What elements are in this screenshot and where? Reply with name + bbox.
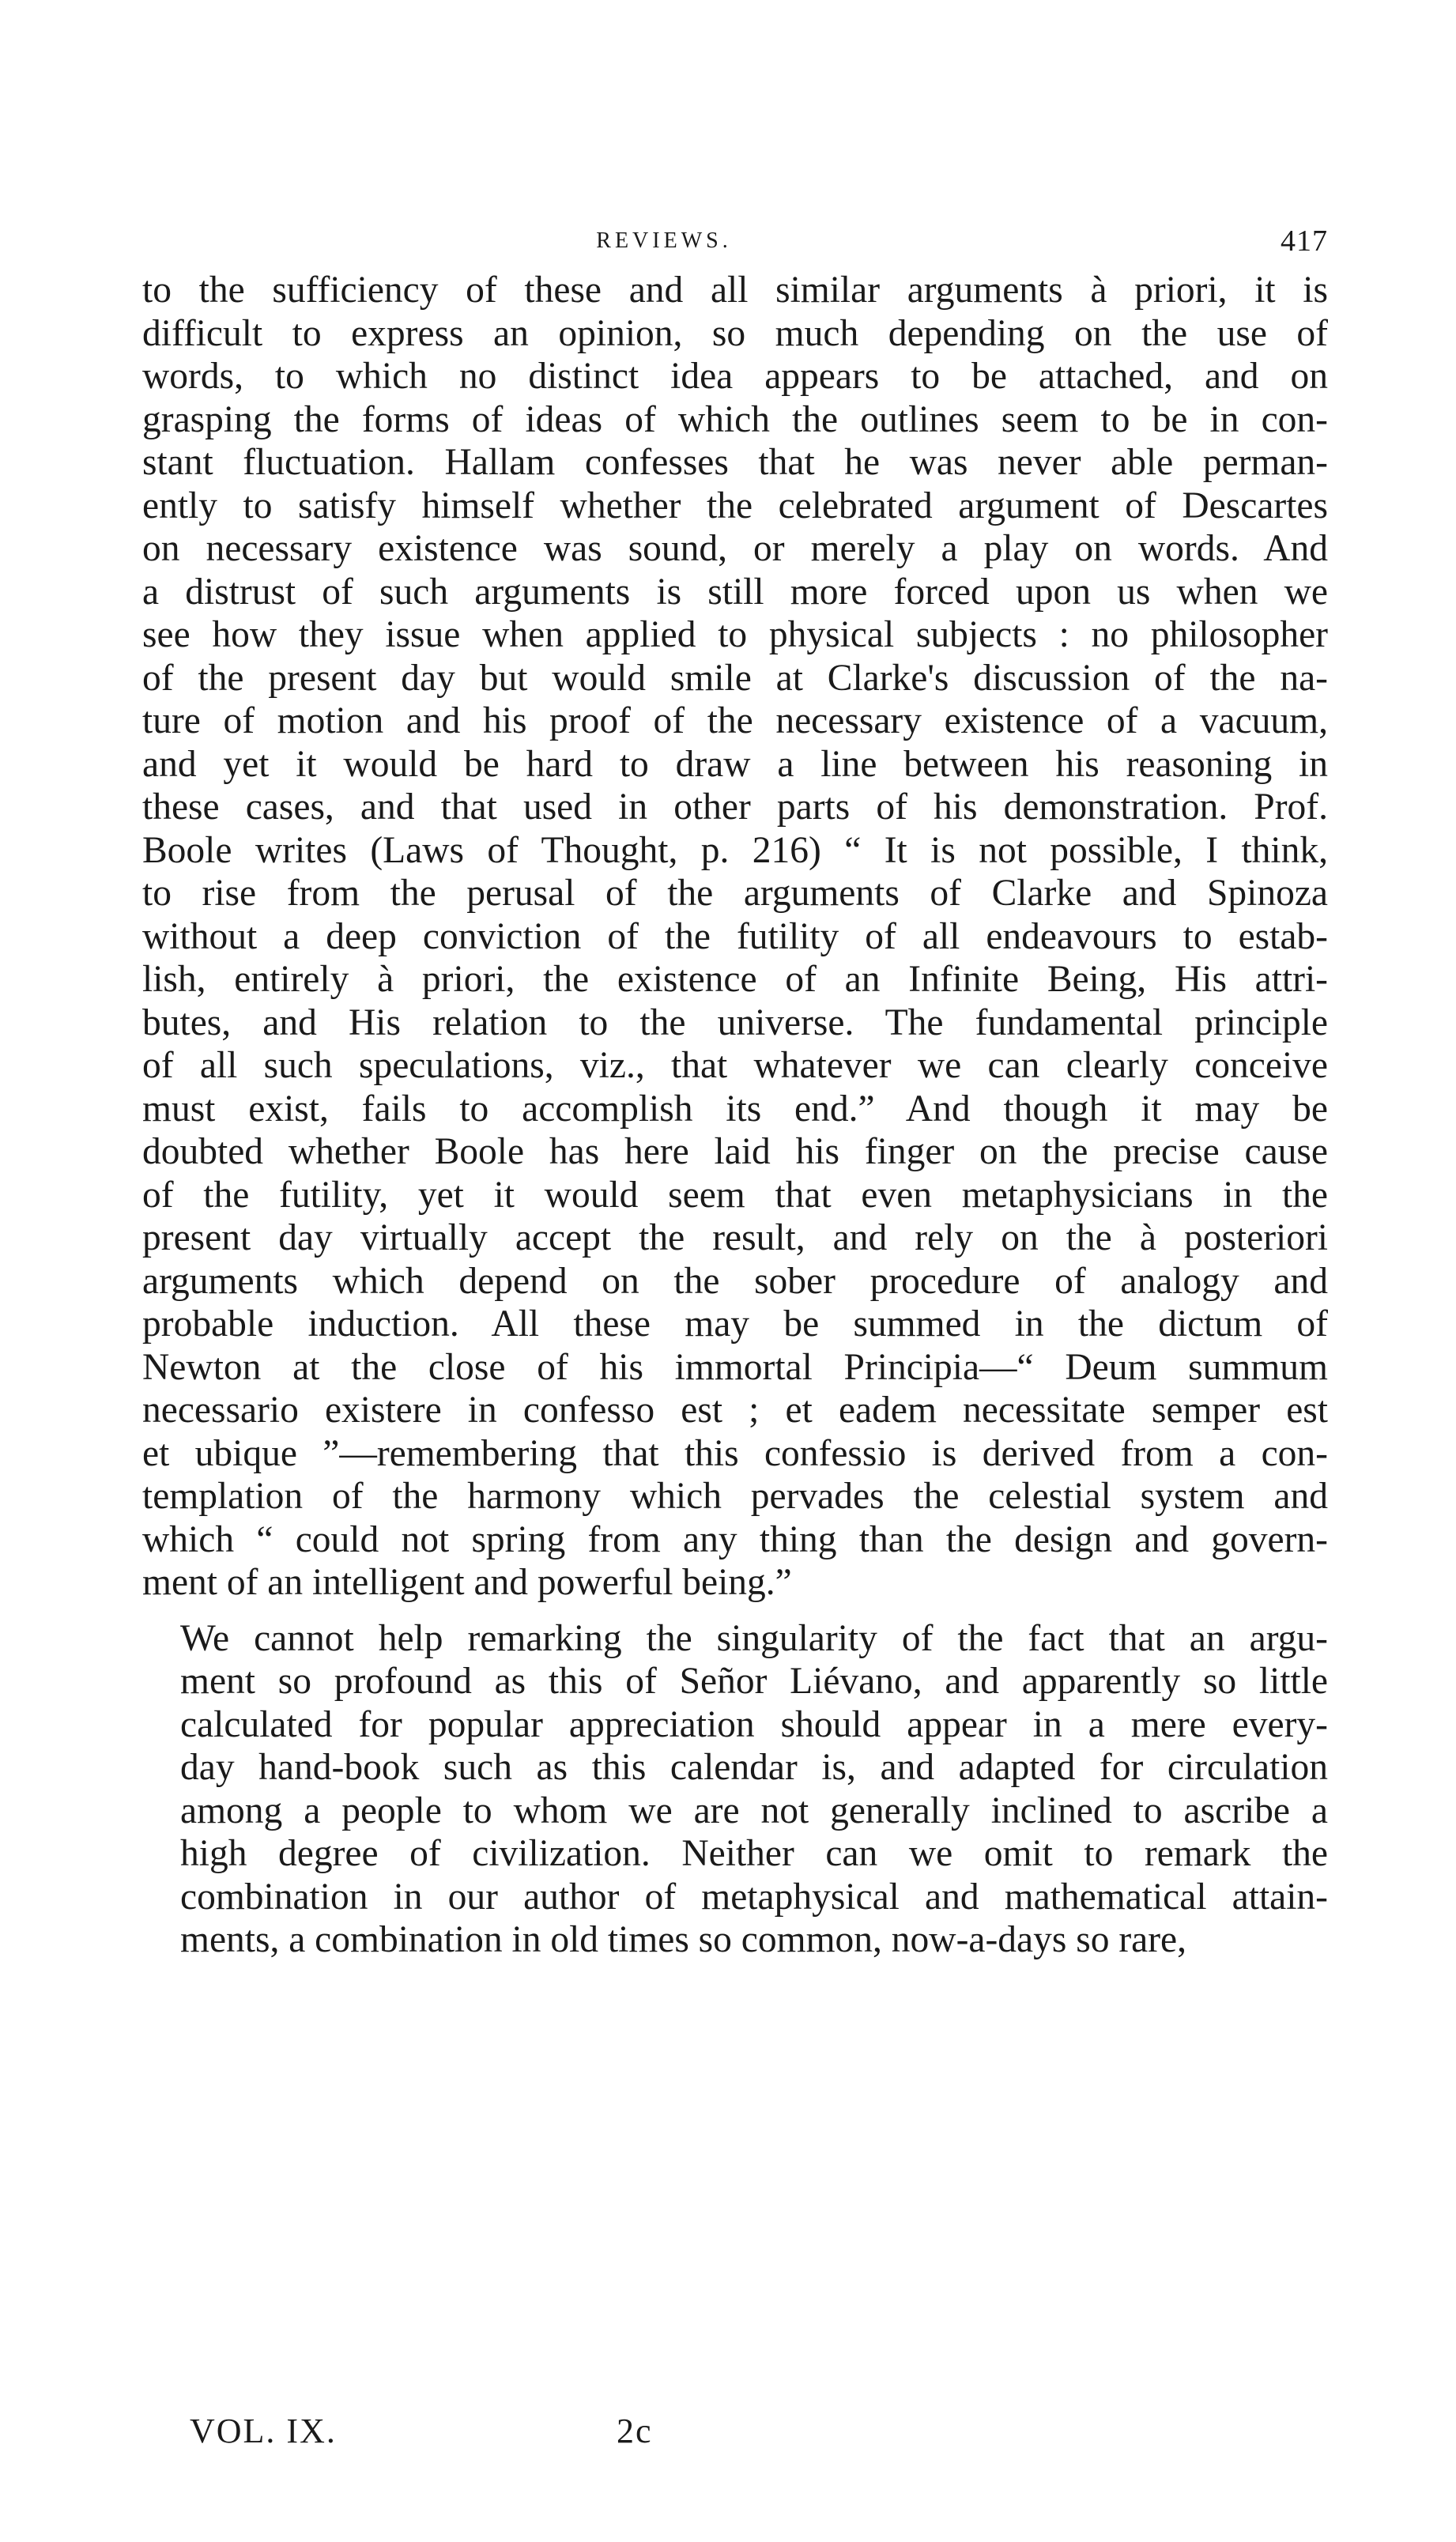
text-line: templation of the harmony which pervades the celestial system and	[142, 1476, 1328, 1517]
text-line: ture of motion and his proof of the necessary existence of a vacuum,	[142, 700, 1328, 741]
text-line: combination in our author of metaphysical and mathematical attain-	[180, 1876, 1328, 1918]
text-line: necessario existere in confesso est ; et eadem necessitate semper est	[142, 1390, 1328, 1431]
text-line: Boole writes (Laws of Thought, p. 216) “ It is not possible, I think,	[142, 829, 1328, 871]
text-line: must exist, fails to accomplish its end.” And though it may be	[142, 1088, 1328, 1130]
volume-label: VOL. IX.	[190, 2412, 337, 2450]
text-line: ment so profound as this of Señor Liévano, and apparently so little	[180, 1661, 1328, 1702]
text-line: We cannot help remarking the singularity of the fact that an argu-	[180, 1617, 1328, 1659]
document-page	[142, 213, 1328, 2506]
text-line: ment of an intelligent and powerful being.”	[142, 1562, 792, 1603]
text-line: et ubique ”—remembering that this confessio is derived from a con-	[142, 1432, 1328, 1474]
signature-mark: 2c	[617, 2412, 653, 2450]
paragraph	[142, 269, 1328, 1605]
text-line: a distrust of such arguments is still more forced upon us when we	[142, 571, 1328, 613]
text-line: doubted whether Boole has here laid his finger on the precise cause	[142, 1131, 1328, 1172]
text-line: to the sufficiency of these and all similar arguments à priori, it is	[142, 270, 1328, 311]
text-line: which “ could not spring from any thing than the design and govern-	[142, 1518, 1328, 1560]
text-line: words, to which no distinct idea appears to be attached, and on	[142, 356, 1328, 397]
text-line: high degree of civilization. Neither can we omit to remark the	[180, 1833, 1328, 1874]
text-line: grasping the forms of ideas of which the outlines seem to be in con-	[142, 398, 1328, 440]
text-line: present day virtually accept the result, and rely on the à posteriori	[142, 1217, 1328, 1258]
text-line: these cases, and that used in other parts of his demonstration. Prof.	[142, 786, 1328, 828]
text-line: on necessary existence was sound, or merely a play on words. And	[142, 528, 1328, 569]
text-line: and yet it would be hard to draw a line between his reasoning in	[142, 743, 1328, 785]
text-line: Newton at the close of his immortal Principia—“ Deum summum	[142, 1346, 1328, 1388]
text-line: butes, and His relation to the universe. The fundamental principle	[142, 1001, 1328, 1043]
body-text	[142, 269, 1328, 1962]
text-line: of all such speculations, viz., that whatever we can clearly conceive	[142, 1045, 1328, 1086]
text-line: ments, a combination in old times so common, now-a-days so rare,	[180, 1919, 1187, 1960]
running-head	[142, 213, 1328, 269]
text-line: of the present day but would smile at Clarke's discussion of the na-	[142, 657, 1328, 699]
section-title: REVIEWS.	[596, 228, 732, 253]
page-number: 417	[1281, 224, 1328, 258]
text-line: arguments which depend on the sober procedure of analogy and	[142, 1260, 1328, 1302]
text-line: without a deep conviction of the futility of all endeavours to estab-	[142, 915, 1328, 957]
text-line: to rise from the perusal of the arguments of Clarke and Spinoza	[142, 873, 1328, 914]
text-line: stant fluctuation. Hallam confesses that he was never able perman-	[142, 442, 1328, 483]
text-line: calculated for popular appreciation should appear in a mere every-	[180, 1703, 1328, 1745]
text-line: of the futility, yet it would seem that even metaphysicians in the	[142, 1174, 1328, 1216]
text-line: ently to satisfy himself whether the celebrated argument of Descartes	[142, 485, 1328, 526]
text-line: among a people to whom we are not generally inclined to ascribe a	[180, 1790, 1328, 1831]
page-footer	[190, 2411, 1328, 2458]
text-line: day hand-book such as this calendar is, and adapted for circulation	[180, 1747, 1328, 1788]
text-line: difficult to express an opinion, so much depending on the use of	[142, 312, 1328, 354]
text-line: see how they issue when applied to physical subjects : no philosopher	[142, 614, 1328, 655]
paragraph	[142, 1617, 1328, 1962]
text-line: lish, entirely à priori, the existence of an Infinite Being, His attri-	[142, 959, 1328, 1000]
text-line: probable induction. All these may be summed in the dictum of	[142, 1303, 1328, 1345]
